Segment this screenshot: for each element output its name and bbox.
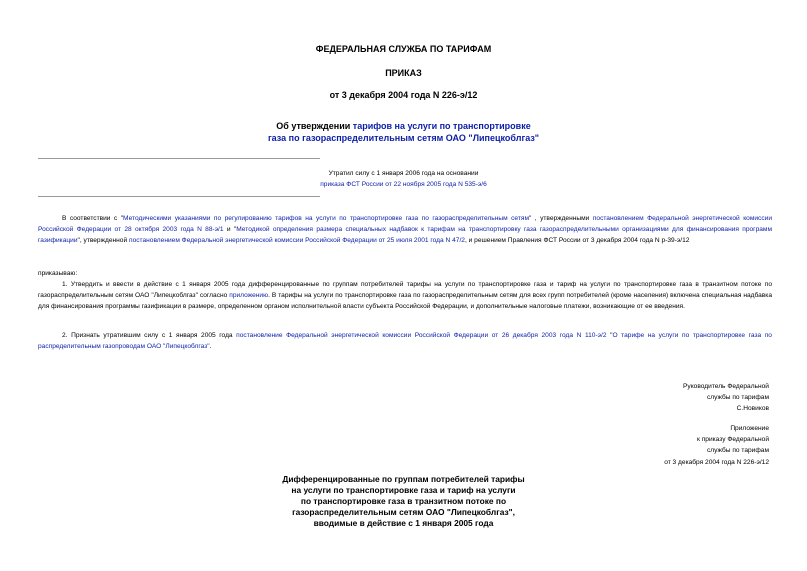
appendix-title-line-3: по транспортировке газа в транзитном потоке по xyxy=(300,496,507,506)
preamble-link-methodology[interactable]: Методикой определения размера специальных надбавок к тарифам на транспортировку газа газораспределительными организациями для финансирования программ газификации xyxy=(38,226,772,245)
item-2-paragraph xyxy=(38,330,772,352)
document-title xyxy=(0,121,807,144)
item2-text-3: . xyxy=(209,343,212,351)
signature-block xyxy=(683,381,769,415)
appendix-ref-line-3: службы по тарифам xyxy=(706,447,769,455)
appendix-title-line-4: газораспределительным сетям ОАО "Липецкоблгаз", xyxy=(292,507,515,517)
appendix-ref-line-2: к приказу Федеральной xyxy=(697,436,769,444)
signature-line-1: Руководитель Федеральной xyxy=(683,383,769,390)
title-link-line2[interactable]: газа по газораспределительным сетям ОАО "Липецкоблгаз" xyxy=(267,132,540,143)
item2-text-2: " xyxy=(606,332,613,339)
preamble-text-4: ", утвержденной xyxy=(77,237,129,245)
title-prefix: Об утверждении xyxy=(276,121,353,131)
appendix-title-line-1: Дифференцированные по группам потребителей тарифы xyxy=(282,474,525,484)
item2-link-resolution-110[interactable]: постановление Федеральной энергетической комиссии Российской Федерации от 26 декабря 2003 года N 110-э/2 xyxy=(236,332,607,339)
appendix-title-line-2: на услуги по транспортировке газа и тариф на услуги xyxy=(291,485,516,495)
item2-link-tariff-doc[interactable]: О тарифе на услуги по транспортировке газа по распределительным газопроводам ОАО "Липецкоблгаз" xyxy=(38,332,772,351)
preamble-paragraph xyxy=(38,213,772,247)
appendix-ref-line-4: от 3 декабря 2004 года N 226-э/12 xyxy=(664,458,769,466)
appendix-title-line-5: вводимые в действие с 1 января 2005 года xyxy=(313,518,494,528)
status-link[interactable]: приказа ФСТ России от 22 ноября 2005 года N 535-э/6 xyxy=(320,181,487,189)
preamble-text-2: " , утвержденными xyxy=(528,215,593,222)
appendix-reference xyxy=(664,423,769,468)
item1-text-1: 1. Утвердить и ввести в действие с 1 января 2005 года дифференцированные по группам потребителей тарифы на услуги по транспортировке газа и тариф на услуги по транспортировке газа в транзитном потоке по газораспределительным сетям ОАО "Липецкоблгаз" согласно xyxy=(38,281,772,300)
title-link-line1[interactable]: тарифов на услуги по транспортировке xyxy=(352,121,531,131)
preamble-link-resolution-88[interactable]: постановлением Федеральной энергетической комиссии Российской Федерации от 28 октября 2003 года N 88-э/1 xyxy=(38,215,773,234)
item-1-paragraph xyxy=(38,279,772,313)
signature-line-2: службы по тарифам xyxy=(706,394,769,402)
status-text: Утратил силу с 1 января 2006 года на основании xyxy=(328,170,479,177)
doc-type-heading: ПРИКАЗ xyxy=(385,68,422,78)
divider-bottom xyxy=(38,196,320,197)
item2-text-1: 2. Признать утратившим силу с 1 января 2005 года xyxy=(62,332,237,339)
order-word: приказываю: xyxy=(38,270,78,277)
agency-heading: ФЕДЕРАЛЬНАЯ СЛУЖБА ПО ТАРИФАМ xyxy=(315,44,492,54)
item1-link-appendix[interactable]: приложению xyxy=(229,292,269,300)
signature-name: С.Новиков xyxy=(736,405,769,413)
preamble-text-3: и " xyxy=(223,226,237,234)
status-note xyxy=(0,168,807,190)
appendix-ref-line-1: Приложение xyxy=(730,425,769,432)
preamble-link-guidelines[interactable]: Методическими указаниями по регулированию тарифов на услуги по транспортировке газа по газораспределительным сетям xyxy=(123,215,529,222)
preamble-text-5: , и решением Правления ФСТ России от 3 декабря 2004 года N р-39-э/12 xyxy=(464,237,690,245)
preamble-text-1: В соответствии с " xyxy=(62,215,124,222)
doc-date-number: от 3 декабря 2004 года N 226-э/12 xyxy=(329,90,478,100)
item1-text-2: . В тарифы на услуги по транспортировке газа по газораспределительным сетям для всех групп потребителей (кроме населения) включена специальная надбавка для финансирования программы газификации в размере, определенном органом исполнительной власти субъекта Российской Федерации, и дополнительные налоговые платежи, возникающие от ее введения. xyxy=(38,292,773,311)
divider-top xyxy=(38,158,320,159)
appendix-title xyxy=(0,474,807,529)
preamble-link-resolution-47[interactable]: постановлением Федеральной энергетической комиссии Российской Федерации от 25 июля 2001 года N 47/2 xyxy=(129,237,465,245)
